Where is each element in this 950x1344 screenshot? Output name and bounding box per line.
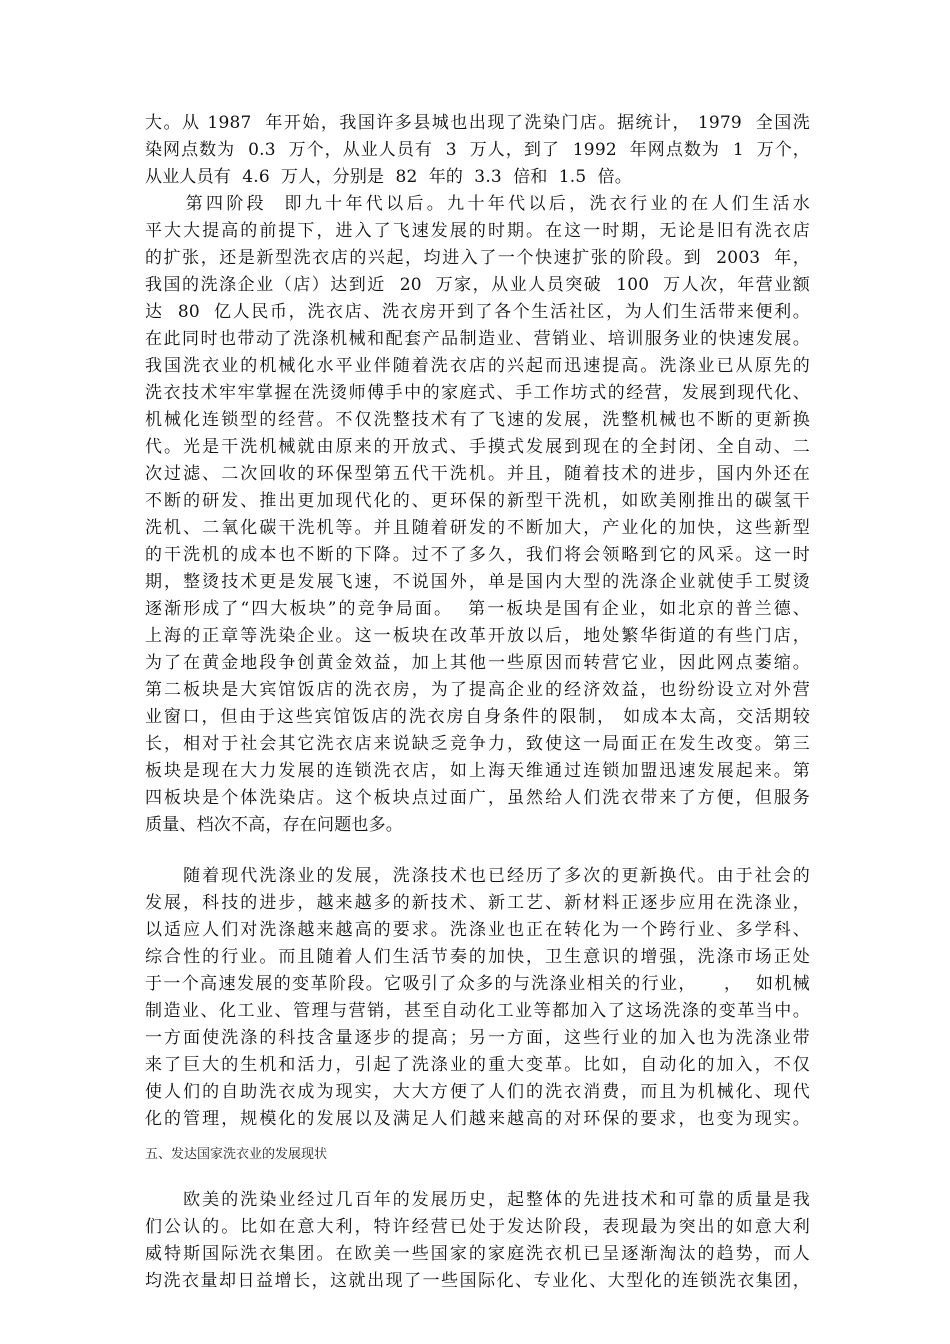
text-line: 一方面使洗涤的科技含量逐步的提高；另一方面，这些行业的加入也为洗涤业带: [145, 1028, 810, 1048]
text-line: 综合性的行业。而且随着人们生活节奏的加快，卫生意识的增强，洗涤市场正处: [145, 947, 810, 967]
text-line: 机械化连锁型的经营。不仅洗整技术有了飞速的发展，洗整机械也不断的更新换: [145, 410, 810, 430]
text-line: 次过滤、二次回收的环保型第五代干洗机。并且，随着技术的进步，国内外还在: [145, 464, 810, 484]
text-line: 平大大提高的前提下，进入了飞速发展的时期。在这一时期，无论是旧有洗衣店: [145, 221, 810, 241]
paragraph-2: [145, 191, 810, 839]
text-line: 达 80 亿人民币，洗衣店、洗衣房开到了各个生活社区，为人们生活带来便利。: [145, 302, 810, 322]
text-line: 逐渐形成了“四大板块”的竞争局面。 第一板块是国有企业，如北京的普兰德、: [145, 599, 810, 619]
document-page: [145, 110, 810, 1295]
paragraph-gap: [145, 839, 810, 863]
text-line: 为了在黄金地段争创黄金效益，加上其他一些原因而转营它业，因此网点萎缩。: [145, 653, 810, 673]
text-line: 业窗口，但由于这些宾馆饭店的洗衣房自身条件的限制， 如成本太高，交活期较: [145, 707, 810, 727]
text-line: 四板块是个体洗染店。这个板块点过面广，虽然给人们洗衣带来了方便，但服务: [145, 788, 810, 808]
text-line: 第四阶段 即九十年代以后。九十年代以后，洗衣行业的在人们生活水: [145, 194, 810, 214]
text-line: 于一个高速发展的变革阶段。它吸引了众多的与洗涤业相关的行业， ， 如机械: [145, 974, 810, 994]
text-line: 我国的洗涤企业（店）达到近 20 万家，从业人员突破 100 万人次，年营业额: [145, 275, 810, 295]
text-line: 发展，科技的进步，越来越多的新技术、新工艺、新材料正逐步应用在洗涤业，: [145, 893, 810, 913]
text-line: 化的管理，规模化的发展以及满足人们越来越高的对环保的要求，也变为现实。: [145, 1109, 810, 1129]
text-line: 威特斯国际洗衣集团。在欧美一些国家的家庭洗衣机已呈逐渐淘汰的趋势，而人: [145, 1244, 810, 1264]
text-line: 长，相对于社会其它洗衣店来说缺乏竞争力，致使这一局面正在发生改变。第三: [145, 734, 810, 754]
text-line: 使人们的自助洗衣成为现实，大大方便了人们的洗衣消费，而且为机械化、现代: [145, 1082, 810, 1102]
text-line: 上海的正章等洗染企业。这一板块在改革开放以后，地处繁华街道的有些门店，: [145, 626, 810, 646]
text-line: 洗衣技术牢牢掌握在洗烫师傅手中的家庭式、手工作坊式的经营，发展到现代化、: [145, 383, 810, 403]
text-line: 第二板块是大宾馆饭店的洗衣房，为了提高企业的经济效益，也纷纷设立对外营: [145, 680, 810, 700]
text-line: 从业人员有 4.6 万人，分别是 82 年的 3.3 倍和 1.5 倍。: [145, 167, 632, 187]
text-line: 制造业、化工业、管理与营销，甚至自动化工业等都加入了这场洗涤的变革当中。: [145, 1001, 810, 1021]
text-line: 们公认的。比如在意大利，特许经营已处于发达阶段，表现最为突出的如意大利: [145, 1217, 810, 1237]
text-line: 的扩张，还是新型洗衣店的兴起，均进入了一个快速扩张的阶段。到 2003 年，: [145, 248, 810, 268]
text-line: 大。从 1987 年开始，我国许多县城也出现了洗染门店。据统计， 1979 全国洗: [145, 113, 810, 133]
text-line: 欧美的洗染业经过几百年的发展历史，起整体的先进技术和可靠的质量是我: [145, 1190, 810, 1210]
section-heading: 五、发达国家洗衣业的发展现状: [145, 1147, 328, 1162]
text-line: 以适应人们对洗涤越来越高的要求。洗涤业也正在转化为一个跨行业、多学科、: [145, 920, 810, 940]
text-line: 不断的研发、推出更加现代化的、更环保的新型干洗机，如欧美刚推出的碳氢干: [145, 491, 810, 511]
text-line: 均洗衣量却日益增长，这就出现了一些国际化、专业化、大型化的连锁洗衣集团，: [145, 1271, 810, 1291]
text-line: 板块是现在大力发展的连锁洗衣店，如上海天维通过连锁加盟迅速发展起来。第: [145, 761, 810, 781]
paragraph-3: [145, 863, 810, 1133]
text-line: 期，整烫技术更是发展飞速，不说国外，单是国内大型的洗涤企业就使手工熨烫: [145, 572, 810, 592]
paragraph-4: [145, 1187, 810, 1295]
text-line: 的干洗机的成本也不断的下降。过不了多久，我们将会领略到它的风采。这一时: [145, 545, 810, 565]
text-line: 我国洗衣业的机械化水平业伴随着洗衣店的兴起而迅速提高。洗涤业已从原先的: [145, 356, 810, 376]
text-line: 质量、档次不高，存在问题也多。: [145, 815, 403, 835]
text-line: 染网点数为 0.3 万个，从业人员有 3 万人，到了 1992 年网点数为 1 万个，: [145, 140, 810, 160]
text-line: 洗机、二氧化碳干洗机等。并且随着研发的不断加大，产业化的加快，这些新型: [145, 518, 810, 538]
text-line: 随着现代洗涤业的发展，洗涤技术也已经历了多次的更新换代。由于社会的: [145, 866, 810, 886]
text-line: 来了巨大的生机和活力，引起了洗涤业的重大变革。比如，自动化的加入，不仅: [145, 1055, 810, 1075]
text-line: 代。光是干洗机械就由原来的开放式、手摸式发展到现在的全封闭、全自动、二: [145, 437, 810, 457]
paragraph-1: [145, 110, 810, 191]
text-line: 在此同时也带动了洗涤机械和配套产品制造业、营销业、培训服务业的快速发展。: [145, 329, 810, 349]
